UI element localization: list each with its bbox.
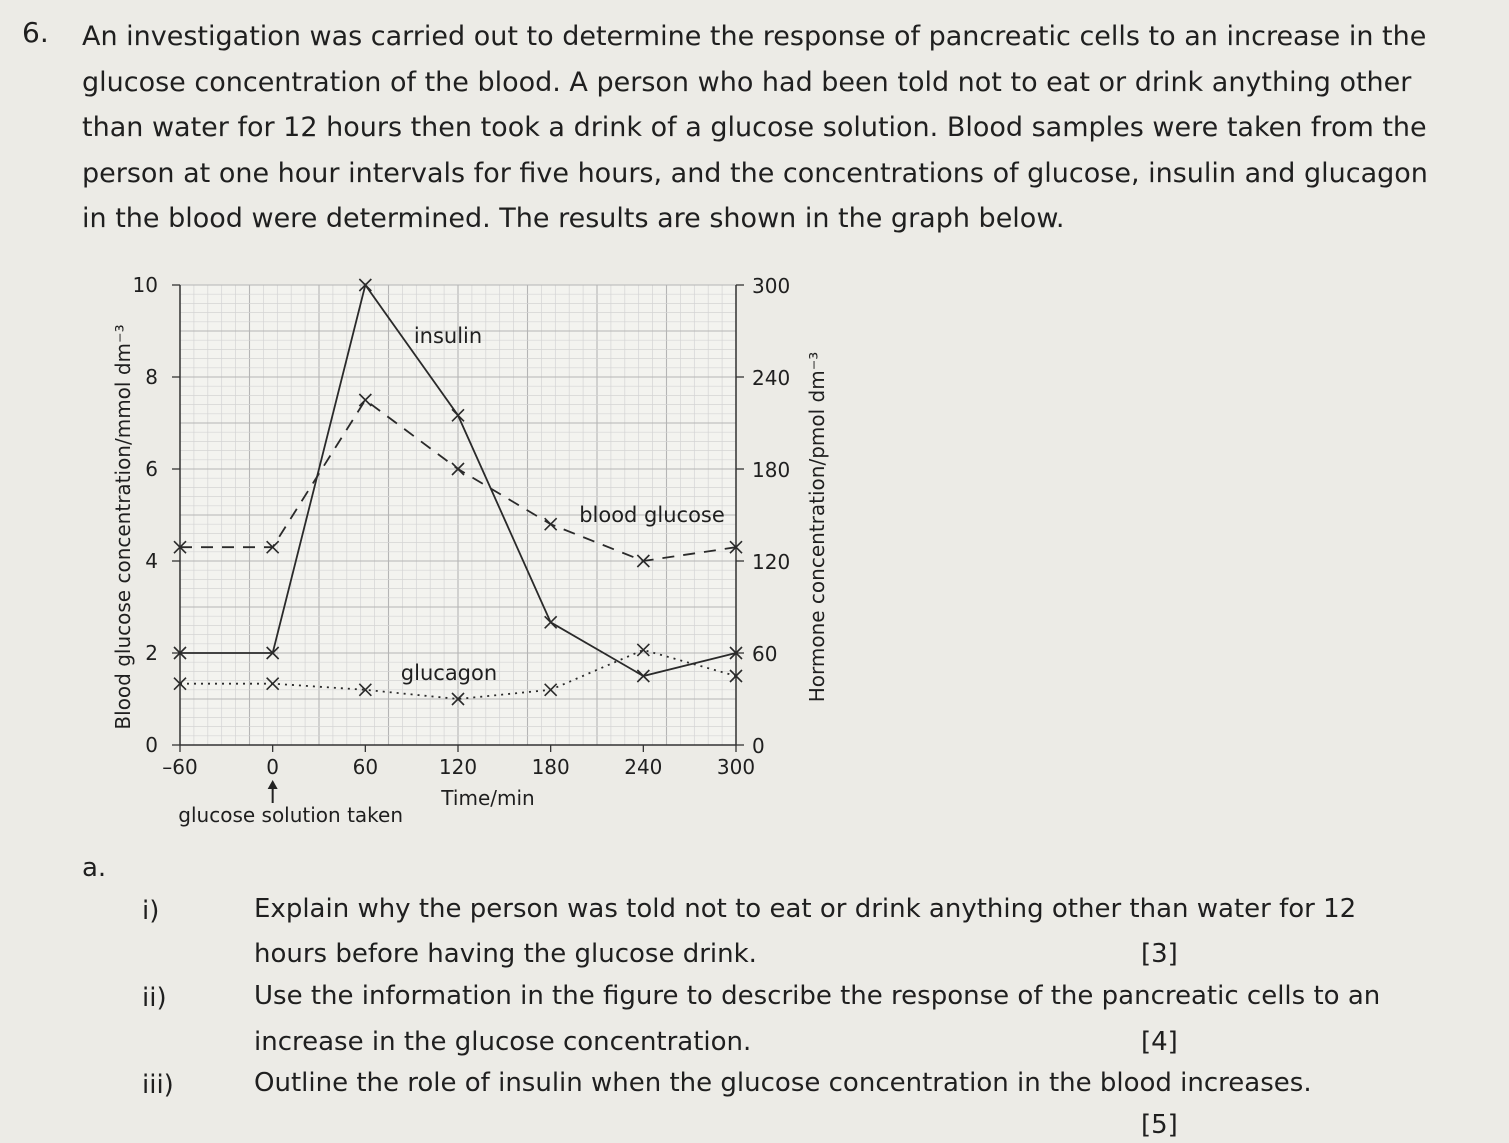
blood-glucose-label: blood glucose [579, 503, 725, 527]
question-iii-marks: [5] [1141, 1110, 1178, 1140]
y-right-tick-label: 120 [752, 550, 791, 574]
y-right-axis-label: Hormone concentration/pmol dm⁻³ [805, 351, 829, 703]
y-left-axis-label: Blood glucose concentration/mmol dm⁻³ [111, 324, 135, 730]
intro-line: An investigation was carried out to determine the response of pancreatic cells to an increase in the [82, 21, 1427, 52]
question-intro [82, 14, 1492, 242]
intro-line: glucose concentration of the blood. A person who had been told not to eat or drink anything other [82, 66, 1412, 98]
y-right-tick-label: 180 [752, 458, 791, 482]
y-left-tick-label: 2 [145, 641, 158, 665]
x-tick-label: 300 [716, 755, 756, 779]
y-left-tick-label: 4 [145, 549, 158, 573]
question-i-label: i) [142, 896, 160, 926]
x-tick-label: 0 [266, 755, 280, 779]
question-i-marks: [3] [1141, 939, 1178, 969]
intro-line: person at one hour intervals for five hours, and the concentrations of glucose, insulin and glucagon [82, 157, 1428, 189]
part-a-label: a. [82, 853, 107, 883]
question-ii-label: ii) [142, 983, 167, 1013]
intro-line: than water for 12 hours then took a drink of a glucose solution. Blood samples were taken from the [82, 112, 1427, 143]
x-axis-label: Time/min [441, 786, 535, 810]
intro-line: in the blood were determined. The results are shown in the graph below. [82, 203, 1065, 234]
question-i-text-line1: Explain why the person was told not to eat or drink anything other than water for 12 [254, 894, 1357, 924]
question-number: 6. [22, 16, 49, 49]
y-left-tick-label: 6 [145, 457, 158, 481]
annotation-label: glucose solution taken [178, 803, 404, 827]
y-right-tick-label: 60 [752, 642, 778, 666]
y-left-tick-label: 8 [145, 365, 158, 389]
y-right-tick-label: 240 [752, 366, 791, 390]
annotation-arrowhead [268, 780, 278, 789]
x-tick-label: –60 [162, 755, 198, 779]
question-i-text-line2: hours before having the glucose drink. [254, 939, 757, 969]
y-left-tick-label: 0 [145, 733, 158, 757]
question-ii-text-line2: increase in the glucose concentration. [254, 1027, 752, 1057]
question-iii-label: iii) [142, 1070, 174, 1100]
y-right-tick-label: 300 [752, 274, 791, 298]
x-tick-label: 120 [438, 755, 478, 779]
x-tick-label: 180 [531, 755, 570, 779]
question-ii-marks: [4] [1141, 1027, 1178, 1057]
question-iii-text-line1: Outline the role of insulin when the glucose concentration in the blood increases. [254, 1068, 1312, 1098]
line-chart [0, 250, 900, 840]
y-left-tick-label: 10 [132, 273, 158, 297]
x-tick-label: 240 [624, 755, 663, 779]
insulin-label: insulin [413, 324, 483, 348]
question-ii-text-line1: Use the information in the figure to describe the response of the pancreatic cells to an [254, 981, 1381, 1011]
y-right-tick-label: 0 [752, 734, 765, 758]
glucagon-label: glucagon [400, 661, 498, 685]
x-tick-label: 60 [352, 755, 379, 779]
